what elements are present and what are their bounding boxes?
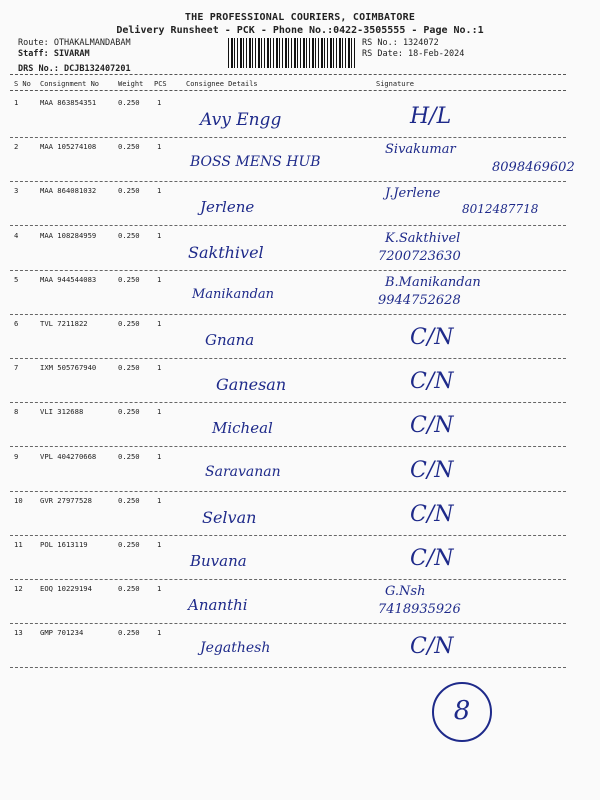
receiver-phone-handwritten: 8098469602 [492, 160, 575, 176]
table-row [0, 138, 600, 182]
row-pcs: 1 [157, 628, 162, 638]
left-meta [18, 38, 131, 75]
col-sno: S No [14, 80, 31, 88]
row-weight: 0.250 [118, 142, 140, 152]
table-row [0, 448, 600, 492]
company-title: THE PROFESSIONAL COURIERS, COIMBATORE [184, 12, 416, 23]
row-sno: 11 [14, 540, 23, 549]
rs-date: RS Date: 18-Feb-2024 [362, 49, 465, 59]
signature-handwritten: H/L [410, 104, 452, 129]
row-pcs: 1 [157, 186, 162, 196]
row-pcs: 1 [157, 540, 162, 549]
signature-handwritten: B.Manikandan [385, 274, 481, 290]
row-sno: 2 [14, 142, 19, 152]
consignee-name-handwritten: Buvana [190, 552, 247, 570]
row-weight: 0.250 [118, 628, 140, 638]
header-top-rule [10, 74, 566, 75]
signature-handwritten: C/N [410, 634, 454, 660]
drs-number: DRS No.: DCJB132407201 [18, 64, 131, 74]
table-row [0, 315, 600, 359]
row-consignment: MAA 105274108 [40, 142, 97, 152]
consignee-name-handwritten: Saravanan [205, 463, 281, 480]
row-pcs: 1 [157, 584, 162, 594]
consignee-name-handwritten: Avy Engg [200, 110, 282, 130]
row-weight: 0.250 [118, 274, 140, 284]
barcode [228, 38, 356, 68]
consignee-name-handwritten: BOSS MENS HUB [190, 154, 321, 171]
row-divider [10, 667, 566, 668]
row-sno: 12 [14, 584, 23, 594]
row-consignment: MAA 864081032 [40, 186, 97, 196]
row-pcs: 1 [157, 495, 162, 505]
consignee-name-handwritten: Gnana [205, 331, 255, 349]
col-weight: Weight [118, 80, 144, 88]
row-sno: 3 [14, 186, 19, 196]
row-sno: 10 [14, 495, 23, 505]
col-pcs: PCS [154, 80, 167, 88]
row-weight: 0.250 [118, 451, 140, 461]
row-consignment: MAA 944544083 [40, 274, 97, 284]
row-pcs: 1 [157, 230, 162, 240]
row-weight: 0.250 [118, 540, 140, 549]
signature-handwritten: Sivakumar [385, 142, 456, 158]
consignee-name-handwritten: Ganesan [216, 375, 287, 395]
table-row [0, 624, 600, 668]
table-row [0, 271, 600, 315]
row-pcs: 1 [157, 407, 162, 417]
signature-handwritten: J.Jerlene [385, 186, 441, 202]
receiver-phone-handwritten: 9944752628 [378, 292, 461, 308]
col-signature: Signature [376, 80, 414, 88]
row-consignment: MAA 108284959 [40, 230, 97, 240]
row-pcs: 1 [157, 451, 162, 461]
table-row [0, 182, 600, 226]
row-sno: 9 [14, 451, 19, 461]
table-row [0, 536, 600, 580]
row-pcs: 1 [157, 274, 162, 284]
row-consignment: MAA 863854351 [40, 98, 97, 107]
consignee-name-handwritten: Jegathesh [200, 640, 271, 657]
row-pcs: 1 [157, 142, 162, 152]
row-consignment: POL 1613119 [40, 540, 88, 549]
signature-handwritten: G.Nsh [385, 584, 426, 600]
right-meta [362, 38, 464, 60]
header-bottom-rule [10, 90, 566, 91]
row-pcs: 1 [157, 363, 162, 373]
row-weight: 0.250 [118, 186, 140, 196]
receiver-phone-handwritten: 8012487718 [462, 202, 539, 217]
row-pcs: 1 [157, 319, 162, 328]
row-consignment: TVL 7211822 [40, 319, 88, 328]
consignee-name-handwritten: Manikandan [192, 286, 275, 302]
consignee-name-handwritten: Jerlene [200, 198, 255, 217]
signature-handwritten: C/N [410, 325, 454, 350]
signature-handwritten: K.Sakthivel [385, 230, 461, 246]
signature-handwritten: C/N [410, 457, 454, 483]
row-sno: 13 [14, 628, 23, 638]
signature-handwritten: C/N [410, 369, 454, 395]
consignee-name-handwritten: Micheal [212, 419, 273, 438]
table-row [0, 580, 600, 624]
row-weight: 0.250 [118, 495, 140, 505]
row-weight: 0.250 [118, 363, 140, 373]
handwritten-count-circle: 8 [432, 682, 492, 742]
row-weight: 0.250 [118, 98, 140, 107]
col-consignment: Consignment No [40, 80, 100, 88]
receiver-phone-handwritten: 7418935926 [378, 602, 461, 618]
table-row [0, 227, 600, 271]
table-row [0, 492, 600, 536]
staff-label: Staff: SIVARAM [18, 49, 90, 59]
runsheet-subtitle: Delivery Runsheet - PCK - Phone No.:0422-3505555 - Page No.:1 [116, 25, 484, 36]
row-weight: 0.250 [118, 407, 140, 417]
row-sno: 5 [14, 274, 19, 284]
row-sno: 7 [14, 363, 19, 373]
row-sno: 1 [14, 98, 19, 107]
signature-handwritten: C/N [410, 501, 454, 527]
rs-number: RS No.: 1324072 [362, 38, 439, 48]
row-consignment: VLI 312688 [40, 407, 84, 417]
row-weight: 0.250 [118, 584, 140, 594]
col-consignee: Consignee Details [186, 80, 258, 88]
row-consignment: EOQ 10229194 [40, 584, 92, 594]
row-sno: 6 [14, 319, 19, 328]
route-label: Route: OTHAKALMANDABAM [18, 38, 131, 48]
table-row [0, 359, 600, 403]
consignee-name-handwritten: Ananthi [188, 596, 248, 615]
row-consignment: IXM 505767940 [40, 363, 97, 373]
row-pcs: 1 [157, 98, 162, 107]
table-row [0, 94, 600, 138]
consignee-name-handwritten: Selvan [202, 507, 257, 527]
row-sno: 4 [14, 230, 19, 240]
signature-handwritten: C/N [410, 546, 454, 571]
row-weight: 0.250 [118, 230, 140, 240]
row-weight: 0.250 [118, 319, 140, 328]
signature-handwritten: C/N [410, 413, 454, 439]
row-consignment: GVR 27977528 [40, 495, 92, 505]
row-consignment: GMP 701234 [40, 628, 84, 638]
receiver-phone-handwritten: 7200723630 [378, 248, 461, 264]
table-row [0, 403, 600, 447]
consignee-name-handwritten: Sakthivel [188, 242, 264, 262]
row-consignment: VPL 404270668 [40, 451, 97, 461]
row-sno: 8 [14, 407, 19, 417]
